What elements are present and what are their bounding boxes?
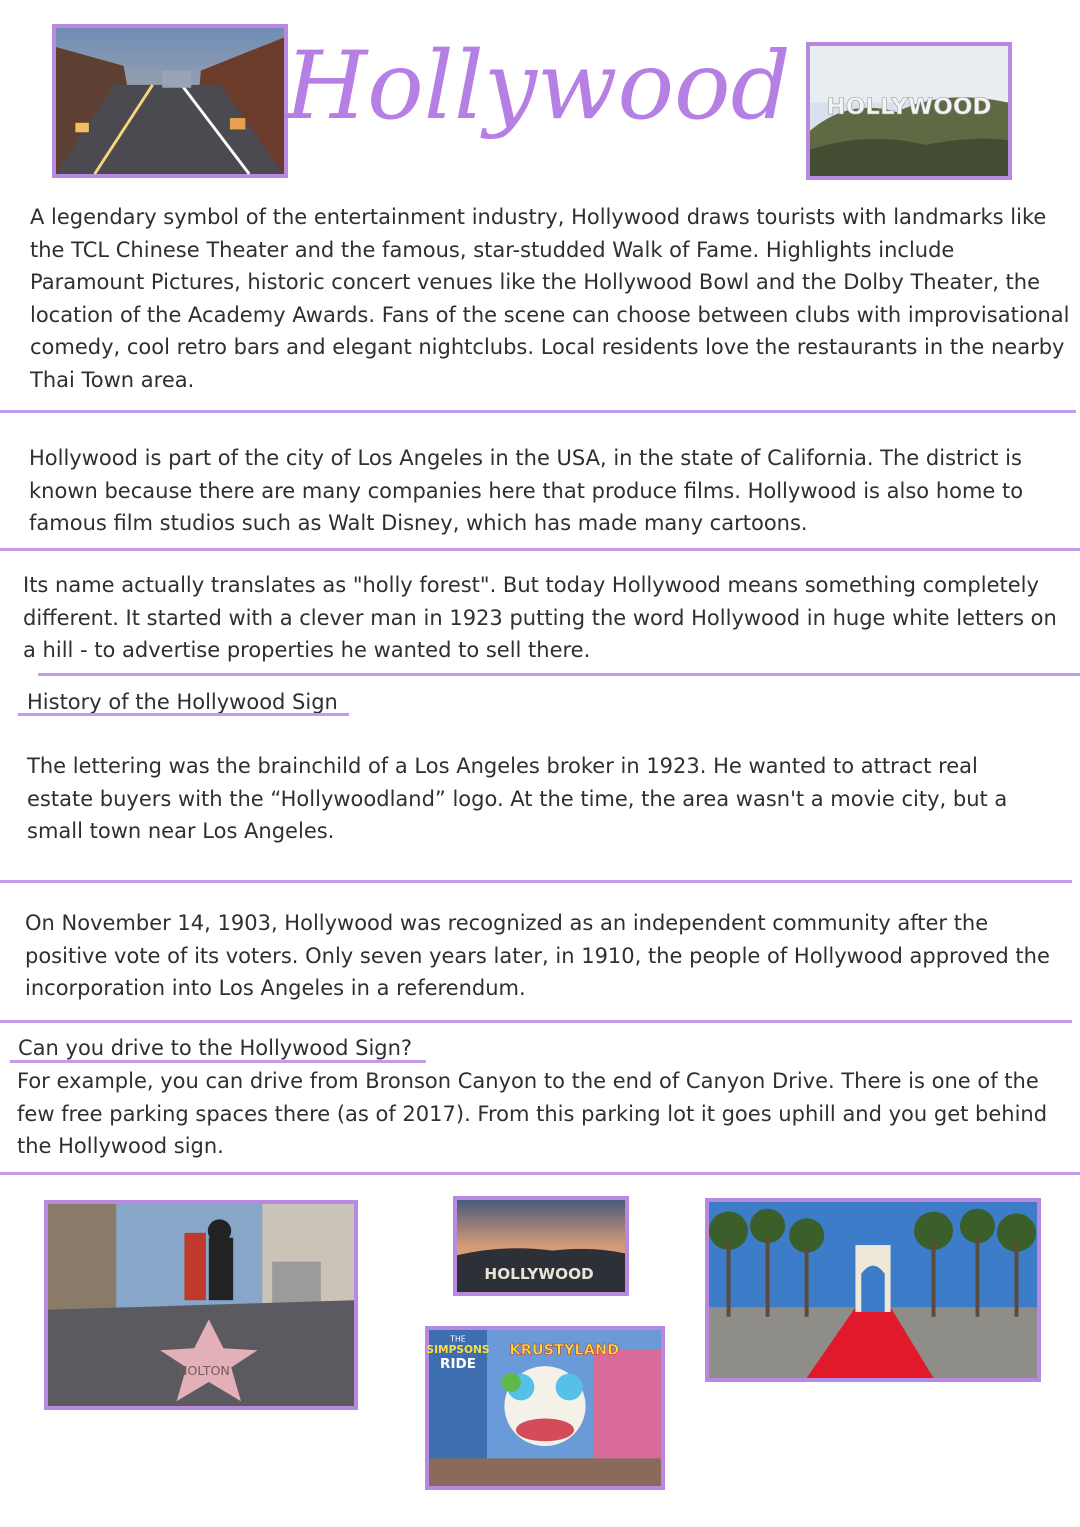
drive-heading-underline [10, 1060, 426, 1063]
history-paragraph: The lettering was the brainchild of a Los Angeles broker in 1923. He wanted to attract real estate buyers with the “Hollywoodland” logo. At the time, the area wasn't a movie city, but a small town near Los Angeles. [27, 754, 1008, 843]
studios-entrance-photo [705, 1198, 1041, 1382]
divider [0, 1172, 1080, 1175]
drive-heading: Can you drive to the Hollywood Sign? [18, 1036, 413, 1060]
history-heading-underline [18, 713, 349, 716]
location-paragraph: Hollywood is part of the city of Los Angeles in the USA, in the state of California. The district is known because there are many companies here that produce films. Hollywood is also home to famous film studios such as Walt Disney, which has made many cartoons. [29, 446, 1024, 535]
divider [0, 880, 1072, 883]
history-heading: History of the Hollywood Sign [27, 690, 338, 714]
drive-paragraph: For example, you can drive from Bronson Canyon to the end of Canyon Drive. There is one of the few free parking spaces there (as of 2017). From this parking lot it goes uphill and you get behind the Hollywood sign. [17, 1069, 1048, 1158]
hollywood-sign-photo [806, 42, 1012, 180]
krustyland-photo [425, 1326, 665, 1490]
boulevard-photo [52, 24, 288, 178]
name-paragraph: Its name actually translates as "holly forest". But today Hollywood means something completely different. It started with a clever man in 1923 putting the word Hollywood in huge white letters on a hill - to advertise properties he wanted to sell there. [23, 573, 1057, 662]
page-title [285, 0, 791, 170]
walk-of-fame-photo [44, 1200, 358, 1410]
ride-sign-mid: SIMPSONS [426, 1343, 490, 1356]
krustyland-sign: KRUSTYLAND [509, 1342, 620, 1359]
star-name: NOLTON [177, 1363, 230, 1379]
sign-letters: HOLLYWOOD [826, 94, 992, 120]
divider [38, 673, 1080, 676]
community-paragraph: On November 14, 1903, Hollywood was recognized as an independent community after the positive vote of its voters. Only seven years later, in 1910, the people of Hollywood approved the incorporation into Los Angeles in a referendum. [25, 911, 1050, 1000]
intro-paragraph: A legendary symbol of the entertainment industry, Hollywood draws tourists with landmarks like the TCL Chinese Theater and the famous, star-studded Walk of Fame. Highlights include Paramount Pictures, historic concert venues like the Hollywood Bowl and the Dolby Theater, the location of the Academy Awards. Fans of the scene can choose between clubs with improvisational comedy, cool retro bars and elegant nightclubs. Local residents love the restaurants in the nearby Thai Town area. [30, 205, 1070, 392]
divider [0, 548, 1080, 551]
ride-sign-top: THE [450, 1334, 466, 1344]
hill-view-photo [453, 1196, 629, 1296]
page-title-text: Hollywood [285, 32, 791, 141]
divider [0, 1020, 1072, 1023]
ride-sign-bottom: RIDE [440, 1357, 476, 1373]
divider [0, 410, 1076, 413]
hill-letters: HOLLYWOOD [484, 1265, 594, 1284]
